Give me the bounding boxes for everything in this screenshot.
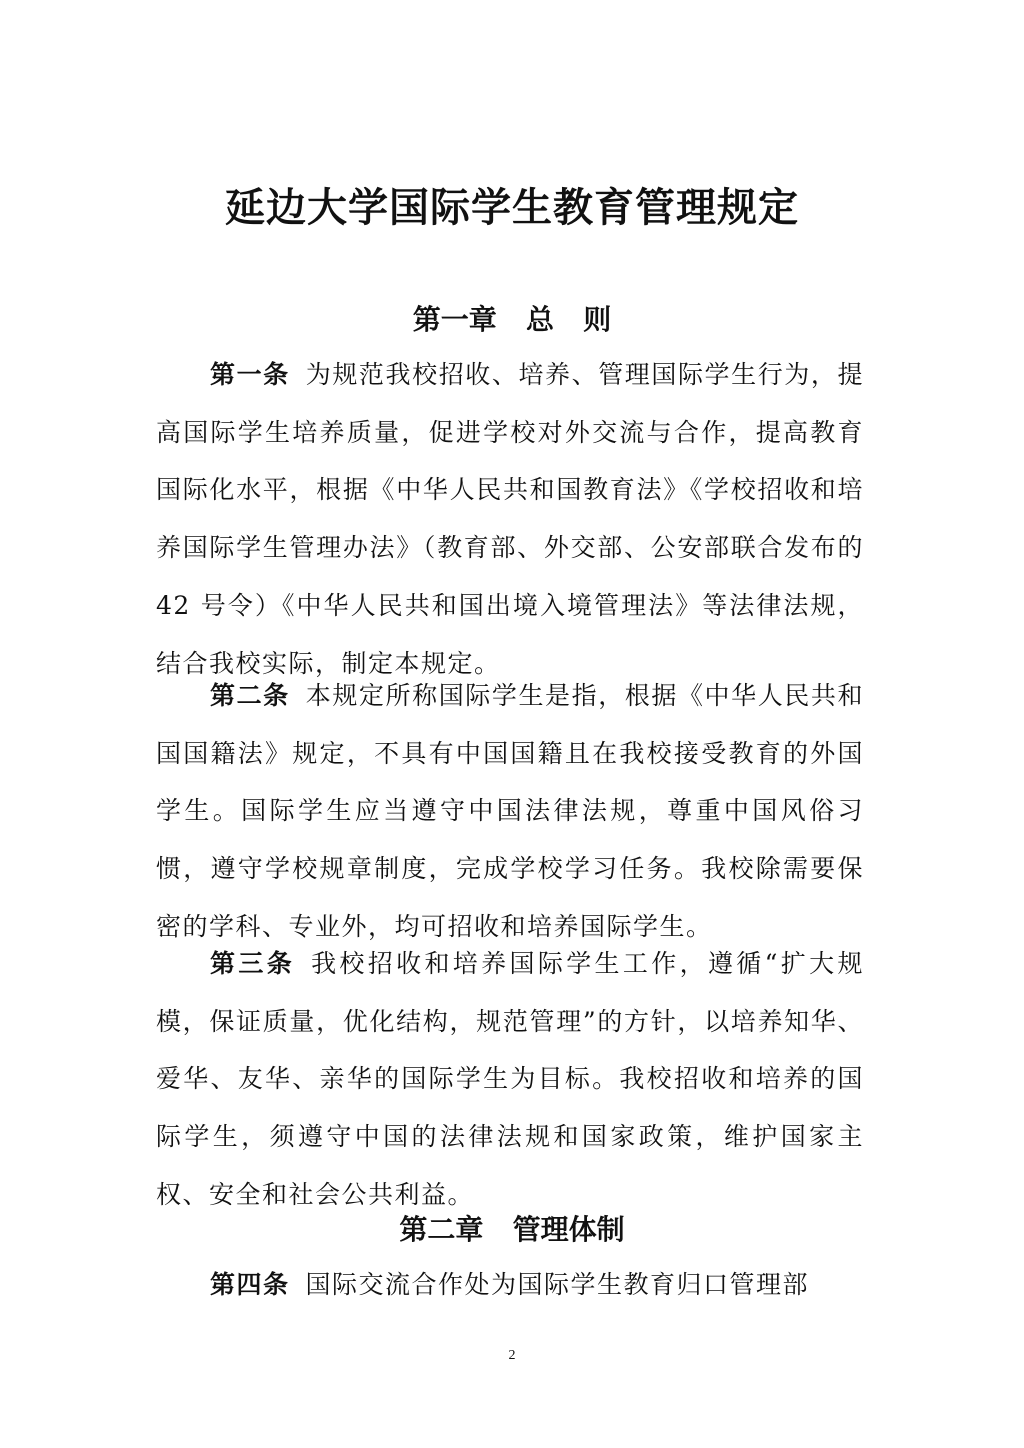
page-number: 2 (508, 1348, 516, 1363)
article-label: 第四条 (210, 1270, 290, 1299)
article-text: 本规定所称国际学生是指，根据《中华人民共和国国籍法》规定，不具有中国国籍且在我校接受教育的外国学生。国际学生应当遵守中国法律法规，尊重中国风俗习惯，遵守学校规章制度，完成学校学习任务。我校除需要保密的学科、专业外，均可招收和培养国际学生。 (156, 681, 864, 941)
article-label: 第三条 (210, 949, 296, 978)
article-2 (156, 667, 864, 956)
article-1 (156, 346, 864, 692)
chapter-heading-1: 第一章 总 则 (412, 303, 612, 336)
article-text: 我校招收和培养国际学生工作，遵循“扩大规模，保证质量，优化结构，规范管理”的方针，以培养知华、爱华、友华、亲华的国际学生为目标。我校招收和培养的国际学生，须遵守中国的法律法规和国家政策，维护国家主权、安全和社会公共利益。 (156, 949, 864, 1209)
document-title: 延边大学国际学生教育管理规定 (225, 184, 799, 231)
article-3 (156, 935, 864, 1224)
article-label: 第二条 (210, 681, 290, 710)
chapter-heading-2: 第二章 管理体制 (399, 1213, 625, 1246)
article-label: 第一条 (210, 360, 290, 389)
article-text: 为规范我校招收、培养、管理国际学生行为，提高国际学生培养质量，促进学校对外交流与合作，提高教育国际化水平，根据《中华人民共和国教育法》《学校招收和培养国际学生管理办法》（教育部、外交部、公安部联合发布的 42 号令）《中华人民共和国出境入境管理法》等法律法规，结合我校实际，制定本规定。 (156, 360, 864, 678)
article-4 (156, 1256, 864, 1314)
article-text: 国际交流合作处为国际学生教育归口管理部 (305, 1270, 810, 1299)
